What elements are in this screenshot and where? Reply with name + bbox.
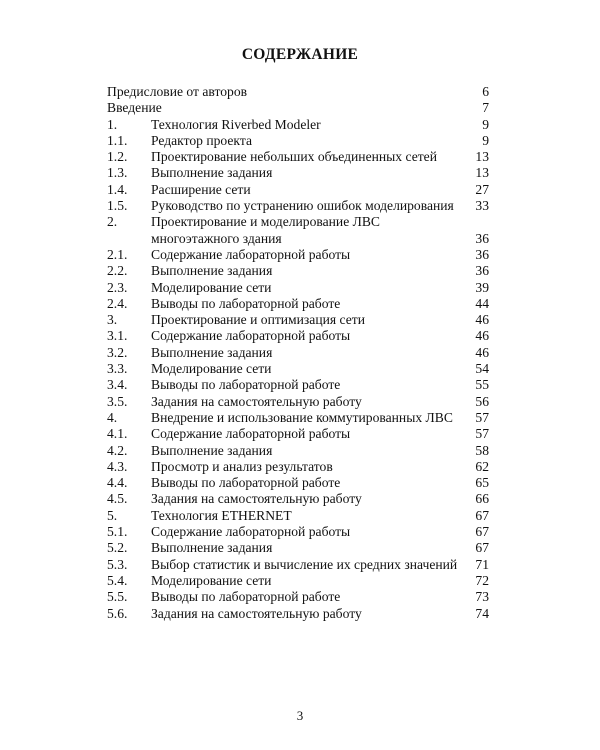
toc-entry-number: 5.2.: [107, 540, 128, 556]
toc-entry: [107, 606, 489, 622]
toc-entry-number: 4.4.: [107, 475, 128, 491]
toc-entry-page: 72: [475, 572, 489, 588]
toc-entry-page: 6: [482, 84, 489, 99]
toc-entry-number: 5.3.: [107, 556, 128, 572]
toc-entry: [107, 182, 489, 198]
toc-entry-number: 1.4.: [107, 181, 128, 197]
toc-entry: [107, 280, 489, 296]
toc-entry: [107, 198, 489, 214]
toc-entry-number: 4.3.: [107, 458, 128, 474]
toc-entry: [107, 247, 489, 263]
toc-entry-page: 55: [475, 377, 489, 393]
toc-entry-title: Выводы по лабораторной работе: [151, 589, 341, 605]
toc-entry-title: Проектирование и моделирование ЛВС многоэтажного здания: [151, 214, 380, 246]
toc-entry-page: 67: [475, 524, 489, 540]
toc-entry-page: 66: [475, 491, 489, 507]
toc-entry-title: Технология ETHERNET: [151, 507, 292, 523]
toc-entry-number: 3.3.: [107, 361, 128, 377]
toc-entry-number: 5.: [107, 507, 118, 523]
toc-entry-page: 58: [475, 442, 489, 458]
toc-entry: [107, 149, 489, 165]
toc-entry-number: 1.2.: [107, 149, 128, 165]
toc-entry-title: Выводы по лабораторной работе: [151, 377, 341, 393]
toc-entry-number: 4.1.: [107, 426, 128, 442]
toc-entry-page: 33: [475, 198, 489, 214]
toc-entry-page: 39: [475, 279, 489, 295]
toc-entry-title: Внедрение и использование коммутированных ЛВС: [151, 409, 453, 425]
toc-entry-title: Моделирование сети: [151, 361, 272, 377]
toc-entry: [107, 540, 489, 556]
toc-entry-number: 3.5.: [107, 393, 128, 409]
toc-entry-title: Выбор статистик и вычисление их средних значений: [151, 556, 458, 572]
toc-entry-page: 9: [482, 116, 489, 132]
toc-entry-page: 73: [475, 589, 489, 605]
toc-entry-number: 5.4.: [107, 572, 128, 588]
toc-entry-title: Просмотр и анализ результатов: [151, 458, 333, 474]
toc-entry: [107, 328, 489, 344]
toc-entry-number: 1.3.: [107, 165, 128, 181]
toc-entry-number: 3.4.: [107, 377, 128, 393]
toc-entry-page: 27: [475, 181, 489, 197]
toc-entry: [107, 491, 489, 507]
toc-entry-page: 36: [475, 263, 489, 279]
toc-entry: [107, 377, 489, 393]
toc-entry-title: Моделирование сети: [151, 572, 272, 588]
toc-entry-title: Расширение сети: [151, 181, 251, 197]
toc-entry: [107, 589, 489, 605]
toc-entry-number: 4.5.: [107, 491, 128, 507]
toc-entry-title: Задания на самостоятельную работу: [151, 605, 362, 621]
page-number: 3: [296, 708, 304, 723]
toc-entry-number: 4.2.: [107, 442, 128, 458]
toc-entry-page: 9: [482, 132, 489, 148]
toc-entry: [107, 443, 489, 459]
toc-entry-title: Технология Riverbed Modeler: [151, 116, 321, 132]
toc-entry: [107, 263, 489, 279]
toc-entry-title: Проектирование и оптимизация сети: [151, 312, 365, 328]
toc-entry-page: 54: [475, 361, 489, 377]
toc-entry-page: 46: [475, 344, 489, 360]
toc-entry: [107, 214, 489, 247]
toc-entry: [107, 100, 489, 116]
toc-entry: [107, 117, 489, 133]
toc-entry-title: Руководство по устранению ошибок моделирования: [151, 198, 454, 214]
toc-entry-title: Выполнение задания: [151, 165, 273, 181]
toc-entry-title: Введение: [107, 100, 162, 116]
toc-entry-page: 67: [475, 507, 489, 523]
toc-entry-number: 4.: [107, 409, 118, 425]
toc-entry-number: 2.3.: [107, 279, 128, 295]
toc-entry-number: 1.5.: [107, 198, 128, 214]
toc-entry-number: 5.5.: [107, 589, 128, 605]
toc-entry-page: 65: [475, 475, 489, 491]
toc-entry-number: 5.1.: [107, 524, 128, 540]
toc-entry-number: 2.2.: [107, 263, 128, 279]
toc-entry-number: 3.2.: [107, 344, 128, 360]
toc-entry-page: 62: [475, 458, 489, 474]
toc-entry: [107, 312, 489, 328]
toc-entry-page: 57: [475, 426, 489, 442]
toc-entry-number: 2.: [107, 214, 118, 230]
toc-entry-page: 13: [475, 149, 489, 165]
toc-entry-page: 67: [475, 540, 489, 556]
toc-entry: [107, 133, 489, 149]
toc-entry-title: Задания на самостоятельную работу: [151, 393, 362, 409]
toc-entry-title: Проектирование небольших объединенных сетей: [151, 149, 437, 165]
toc-entry-page: 57: [475, 409, 489, 425]
toc-entry-title: Содержание лабораторной работы: [151, 246, 351, 262]
toc-entry-title: Выполнение задания: [151, 344, 273, 360]
toc-entry-number: 5.6.: [107, 605, 128, 621]
toc-entry: [107, 394, 489, 410]
toc-entry-page: 36: [475, 246, 489, 262]
toc-entry: [107, 165, 489, 181]
toc-entry-page: 44: [475, 295, 489, 311]
toc-entry: [107, 508, 489, 524]
toc-entry: [107, 296, 489, 312]
toc-entry: [107, 459, 489, 475]
toc-entry-page: 46: [475, 328, 489, 344]
toc-entry-number: 1.: [107, 116, 118, 132]
toc-entry-title: Моделирование сети: [151, 279, 272, 295]
toc-entry-page: 71: [475, 556, 489, 572]
toc-entry-title: Содержание лабораторной работы: [151, 328, 351, 344]
toc-entry: [107, 557, 489, 573]
toc-entry-title: Редактор проекта: [151, 132, 252, 148]
toc-entry: [107, 410, 489, 426]
toc-entry-title: Выводы по лабораторной работе: [151, 295, 341, 311]
toc-entry-page: 13: [475, 165, 489, 181]
toc-entry-title: Задания на самостоятельную работу: [151, 491, 362, 507]
toc-entry: [107, 426, 489, 442]
toc-entry: [107, 475, 489, 491]
toc-entry: [107, 84, 489, 100]
toc-entry-page: 74: [475, 605, 489, 621]
toc-entry: [107, 524, 489, 540]
toc-entry-title: Выводы по лабораторной работе: [151, 475, 341, 491]
toc-entry-page: 7: [482, 100, 489, 116]
toc-entry-title: Содержание лабораторной работы: [151, 426, 351, 442]
toc-entry-title: Содержание лабораторной работы: [151, 524, 351, 540]
toc-entry-number: 2.4.: [107, 295, 128, 311]
toc-entry-title: Выполнение задания: [151, 540, 273, 556]
toc-entry-number: 1.1.: [107, 132, 128, 148]
toc-entry-title: Выполнение задания: [151, 442, 273, 458]
toc-entry: [107, 573, 489, 589]
table-of-contents: [107, 84, 489, 622]
toc-entry: [107, 361, 489, 377]
toc-entry-title: Выполнение задания: [151, 263, 273, 279]
toc-entry-number: 2.1.: [107, 246, 128, 262]
toc-entry-number: 3.1.: [107, 328, 128, 344]
toc-entry: [107, 345, 489, 361]
toc-entry-page: 46: [475, 312, 489, 328]
toc-entry-page: 56: [475, 393, 489, 409]
page-title: СОДЕРЖАНИЕ: [241, 46, 359, 63]
toc-entry-page: 36: [475, 230, 489, 246]
toc-entry-number: 3.: [107, 312, 118, 328]
toc-entry-title: Предисловие от авторов: [107, 84, 248, 99]
